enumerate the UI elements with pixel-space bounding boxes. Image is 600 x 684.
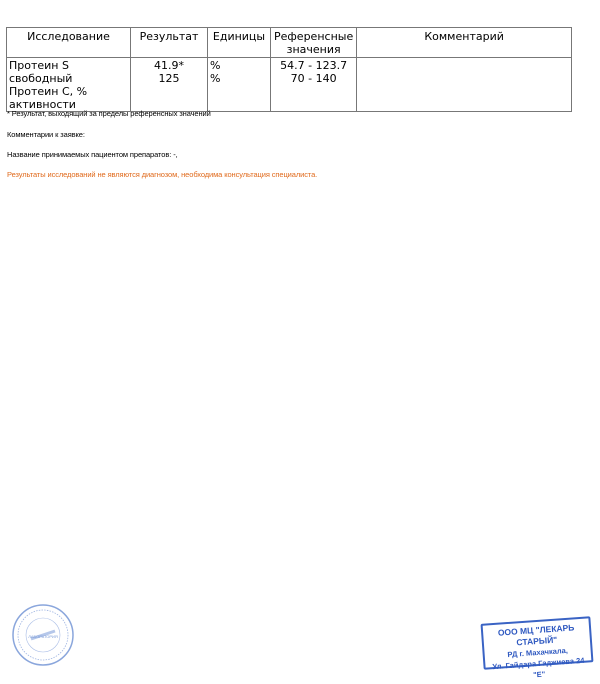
order-comments-label: Комментарии к заявке:	[7, 130, 85, 139]
disclaimer: Результаты исследований не являются диагнозом, необходима консультация специалиста.	[7, 170, 318, 179]
results-cell	[131, 58, 208, 112]
result-protein-c: 125	[158, 72, 180, 85]
results-table	[6, 27, 572, 112]
header-comment: Комментарий	[357, 28, 572, 58]
stamp-line3: Ул. Гайдара Гаджиева 24 "Е"	[492, 655, 585, 680]
header-reference-line1: Референсные	[274, 30, 354, 43]
header-study: Исследование	[7, 28, 131, 58]
stamp-line2: РД г. Махачкала,	[507, 645, 569, 660]
result-protein-s: 41.9*	[154, 59, 184, 72]
unit-protein-c: %	[210, 72, 221, 85]
table-row	[7, 58, 572, 112]
header-reference	[271, 28, 357, 58]
stamp-line1: ООО МЦ "ЛЕКАРЬ СТАРЫЙ"	[497, 622, 575, 648]
table-header-row	[7, 28, 572, 58]
test-name-protein-s: Протеин S свободный	[9, 59, 73, 85]
reference-cell	[271, 58, 357, 112]
test-name-protein-c-cont: активности	[9, 98, 76, 111]
test-name-protein-c: Протеин С, %	[9, 85, 88, 98]
svg-text:ЛАБОРАТОРИЯ: ЛАБОРАТОРИЯ	[28, 634, 58, 639]
header-reference-line2: значения	[286, 43, 341, 56]
medications-line: Название принимаемых пациентом препаратов: -,	[7, 150, 178, 159]
footnote: * Результат, выходящий за пределы референсных значений	[7, 109, 211, 118]
unit-protein-s: %	[210, 59, 221, 72]
header-units: Единицы	[208, 28, 271, 58]
reference-protein-s: 54.7 - 123.7	[280, 59, 348, 72]
units-cell	[208, 58, 271, 112]
round-seal-image	[11, 603, 75, 667]
comment-cell	[357, 58, 572, 112]
reference-protein-c: 70 - 140	[290, 72, 337, 85]
header-result: Результат	[131, 28, 208, 58]
clinic-stamp	[481, 616, 594, 680]
test-names-cell	[7, 58, 131, 112]
